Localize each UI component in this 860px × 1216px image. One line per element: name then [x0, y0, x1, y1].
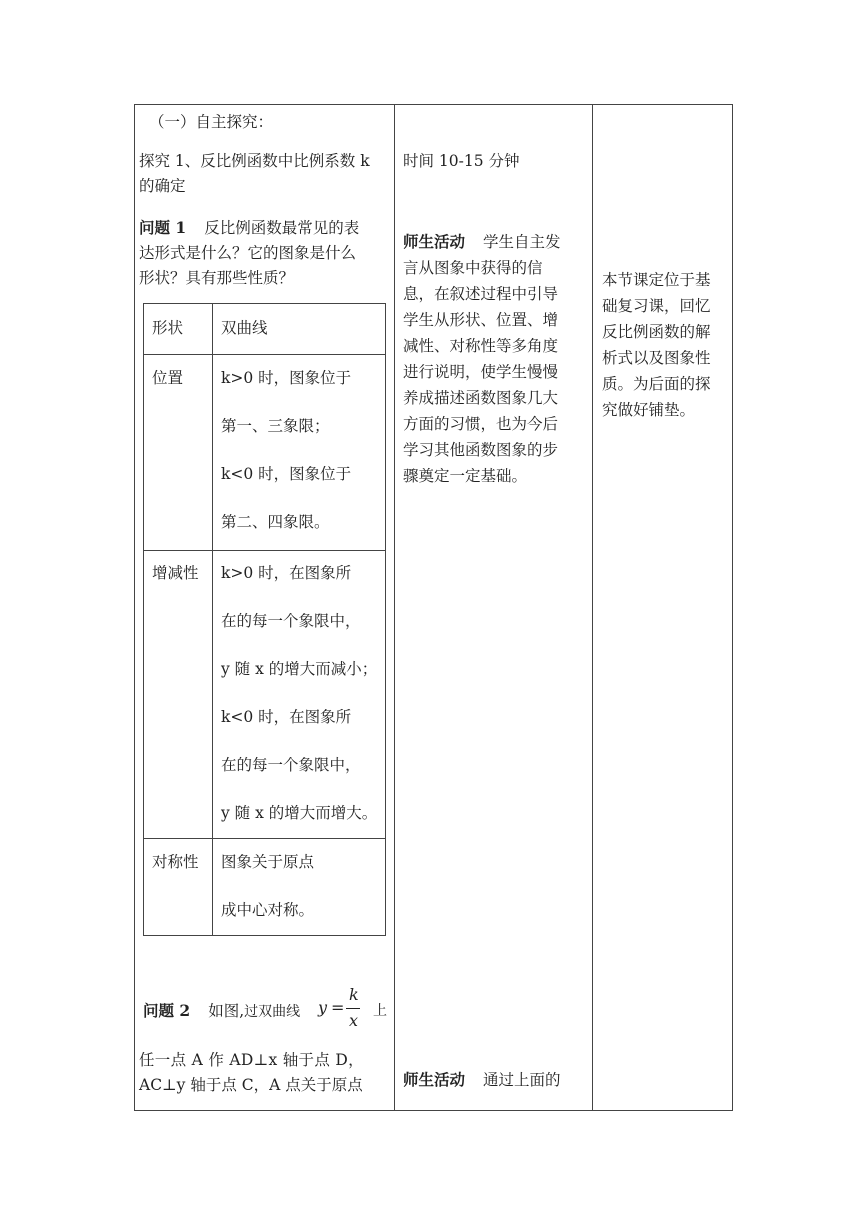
design-note-line4: 析式以及图象性 [602, 349, 711, 367]
formula-equals: = [331, 998, 345, 1017]
row-position-line4: 第二、四象限。 [221, 513, 330, 531]
formula-denominator: x [349, 1011, 359, 1030]
question2-label: 问题 2 [143, 1001, 191, 1020]
explore1-line2: 的确定 [139, 177, 186, 195]
activity1-line6: 进行说明，使学生慢慢 [403, 363, 559, 381]
section-title: （一）自主探究： [149, 113, 274, 131]
activity1-line7: 养成描述函数图象几大 [403, 389, 559, 407]
row-position-line2: 第一、三象限； [221, 417, 330, 435]
activity2-text: 通过上面的 [483, 1071, 561, 1089]
question2-line3: AC⊥y 轴于点 C，A 点关于原点 [139, 1076, 363, 1094]
question2-intro: 如图, [208, 1002, 245, 1020]
design-note-line5: 质。为后面的探 [602, 375, 711, 393]
row-symmetry-line1: 图象关于原点 [221, 853, 315, 871]
row-symmetry-label: 对称性 [152, 853, 199, 871]
activity2-label: 师生活动 [403, 1070, 466, 1089]
row-monotonic-line5: 在的每一个象限中， [221, 756, 361, 774]
activity1-line1 [403, 229, 561, 255]
question1-label: 问题 1 [139, 218, 187, 237]
question2-mid: 过双曲线 [244, 1004, 301, 1020]
row-monotonic-line6: y 随 x 的增大而增大。 [221, 804, 378, 822]
activity1-label: 师生活动 [403, 232, 466, 251]
row-divider-3 [144, 838, 385, 839]
design-note-line1: 本节课定位于基 [602, 271, 711, 289]
activity1-text1: 学生自主发 [483, 233, 561, 251]
column-divider-1 [394, 105, 395, 1110]
activity1-line4: 学生从形状、位置、增 [403, 311, 559, 329]
design-note-line3: 反比例函数的解 [602, 323, 711, 341]
formula-y: y [318, 998, 328, 1017]
row-shape-label: 形状 [152, 319, 184, 337]
design-note-line2: 础复习课，回忆 [602, 297, 711, 315]
activity1-line3: 息，在叙述过程中引导 [403, 285, 559, 303]
row-divider-1 [144, 354, 385, 355]
row-monotonic-line1: k>0 时，在图象所 [221, 564, 352, 582]
row-shape-value: 双曲线 [221, 319, 268, 337]
row-monotonic-line2: 在的每一个象限中， [221, 612, 361, 630]
lesson-plan-table [134, 104, 733, 1111]
row-symmetry-line2: 成中心对称。 [221, 901, 315, 919]
question1-line1 [139, 215, 359, 241]
activity1-line2: 言从图象中获得的信 [403, 259, 543, 277]
question1-text: 反比例函数最常见的表 [204, 219, 360, 237]
activity2-line1 [403, 1067, 561, 1093]
row-position-line1: k>0 时，图象位于 [221, 369, 352, 387]
formula-numerator: k [349, 985, 359, 1004]
time-note: 时间 10-15 分钟 [403, 152, 520, 170]
activity1-line9: 学习其他函数图象的步 [403, 441, 559, 459]
properties-table-divider [212, 304, 213, 935]
row-monotonic-line4: k<0 时，在图象所 [221, 708, 352, 726]
activity1-line5: 减性、对称性等多角度 [403, 337, 559, 355]
row-monotonic-line3: y 随 x 的增大而减小； [221, 660, 378, 678]
formula-fraction-bar [346, 1008, 360, 1009]
properties-table [143, 303, 386, 936]
row-divider-2 [144, 550, 385, 551]
row-monotonic-label: 增减性 [152, 564, 199, 582]
question2-line1 [143, 998, 300, 1025]
question2-line2: 任一点 A 作 AD⊥x 轴于点 D， [139, 1051, 364, 1069]
question2-after: 上 [373, 1003, 387, 1019]
design-note-line6: 究做好铺垫。 [602, 401, 696, 419]
activity1-line8: 方面的习惯，也为今后 [403, 415, 559, 433]
question1-line3: 形状？具有那些性质？ [139, 269, 295, 287]
explore1-line1: 探究 1、反比例函数中比例系数 k [139, 152, 370, 170]
question1-line2: 达形式是什么？它的图象是什么 [139, 244, 357, 262]
row-position-label: 位置 [152, 369, 184, 387]
column-divider-2 [592, 105, 593, 1110]
row-position-line3: k<0 时，图象位于 [221, 465, 352, 483]
activity1-line10: 骤奠定一定基础。 [403, 467, 528, 485]
